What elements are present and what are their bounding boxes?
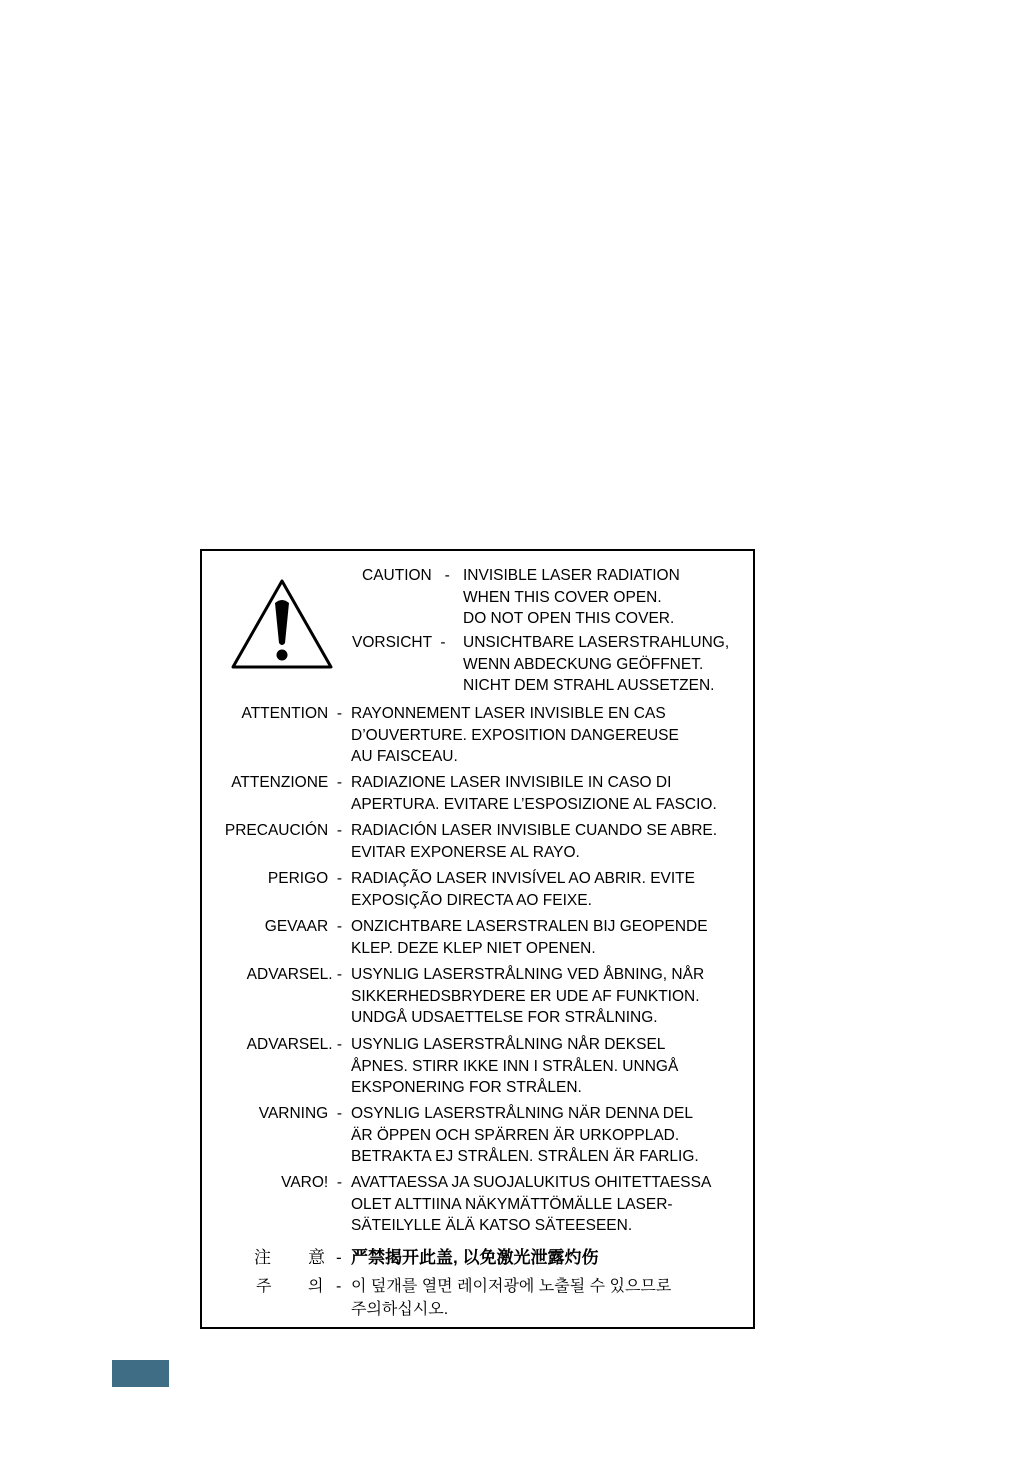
message-line: BETRAKTA EJ STRÅLEN. STRÅLEN ÄR FARLIG. bbox=[351, 1148, 699, 1165]
laser-warning-label bbox=[200, 549, 755, 1329]
warning-message bbox=[351, 1172, 711, 1237]
message-line: UNSICHTBARE LASERSTRAHLUNG, bbox=[463, 634, 730, 651]
warning-message bbox=[351, 820, 717, 863]
warning-term-char: 의 bbox=[308, 1278, 324, 1295]
warning-perigo bbox=[202, 868, 755, 912]
warning-attention bbox=[202, 703, 755, 769]
warning-dash: - bbox=[336, 1248, 342, 1267]
warning-vorsicht bbox=[202, 632, 755, 698]
message-line: AU FAISCEAU. bbox=[351, 748, 458, 765]
warning-advarsel-da bbox=[202, 964, 755, 1030]
warning-term: ADVARSEL. - bbox=[246, 966, 342, 983]
warning-term: VARO! - bbox=[281, 1174, 342, 1191]
message-line: AVATTAESSA JA SUOJALUKITUS OHITETTAESSA bbox=[351, 1174, 712, 1191]
message-line: UNDGÅ UDSAETTELSE FOR STRÅLNING. bbox=[351, 1009, 658, 1026]
warning-term-char: 意 bbox=[308, 1248, 325, 1267]
warning-message bbox=[351, 1276, 671, 1321]
warning-term-char: 주 bbox=[256, 1278, 272, 1295]
warning-message bbox=[351, 916, 708, 959]
warning-term: VARNING - bbox=[258, 1105, 342, 1122]
message-line: EXPOSIÇÃO DIRECTA AO FEIXE. bbox=[351, 891, 592, 909]
warning-term: CAUTION - bbox=[362, 567, 450, 584]
warning-varo bbox=[202, 1172, 755, 1238]
message-line: KLEP. DEZE KLEP NIET OPENEN. bbox=[351, 939, 596, 957]
message-line: INVISIBLE LASER RADIATION bbox=[463, 567, 680, 584]
message-line: OLET ALTTIINA NÄKYMÄTTÖMÄLLE LASER- bbox=[351, 1195, 673, 1213]
warning-term: GEVAAR - bbox=[264, 918, 342, 935]
warning-term: PERIGO - bbox=[267, 870, 342, 887]
warning-message bbox=[351, 1103, 699, 1168]
message-line: ÅPNES. STIRR IKKE INN I STRÅLEN. UNNGÅ bbox=[351, 1057, 679, 1075]
message-line: WHEN THIS COVER OPEN. bbox=[463, 588, 662, 606]
warning-advarsel-no bbox=[202, 1034, 755, 1100]
message-line: 이 덮개를 열면 레이저광에 노출될 수 있으므로 bbox=[351, 1278, 672, 1295]
warning-term: PRECAUCIÓN - bbox=[224, 822, 342, 839]
message-line: RADIACIÓN LASER INVISIBLE CUANDO SE ABRE. bbox=[351, 822, 718, 839]
warning-precaucion bbox=[202, 820, 755, 864]
message-line: USYNLIG LASERSTRÅLNING VED ÅBNING, NÅR bbox=[351, 966, 705, 983]
message-line: ÄR ÖPPEN OCH SPÄRREN ÄR URKOPPLAD. bbox=[351, 1126, 680, 1144]
warning-gevaar bbox=[202, 916, 755, 960]
message-line: RADIAÇÃO LASER INVISÍVEL AO ABRIR. EVITE bbox=[351, 870, 695, 887]
message-line: OSYNLIG LASERSTRÅLNING NÄR DENNA DEL bbox=[351, 1105, 693, 1122]
message-line: RADIAZIONE LASER INVISIBILE IN CASO DI bbox=[351, 774, 672, 791]
warning-term: ATTENZIONE - bbox=[231, 774, 342, 791]
warning-message bbox=[463, 565, 680, 630]
page-tab-marker bbox=[112, 1360, 169, 1387]
warning-attenzione bbox=[202, 772, 755, 816]
message-line: RAYONNEMENT LASER INVISIBLE EN CAS bbox=[351, 705, 666, 722]
warning-term-char: 注 bbox=[254, 1248, 271, 1267]
warning-message bbox=[351, 964, 704, 1029]
message-line: EKSPONERING FOR STRÅLEN. bbox=[351, 1079, 582, 1096]
message-line: D’OUVERTURE. EXPOSITION DANGEREUSE bbox=[351, 726, 679, 744]
message-line: USYNLIG LASERSTRÅLNING NÅR DEKSEL bbox=[351, 1036, 666, 1053]
message-line: SIKKERHEDSBRYDERE ER UDE AF FUNKTION. bbox=[351, 987, 700, 1005]
warning-message bbox=[351, 703, 679, 768]
message-line: DO NOT OPEN THIS COVER. bbox=[463, 610, 675, 627]
message-line: SÄTEILYLLE ÄLÄ KATSO SÄTEESEEN. bbox=[351, 1217, 633, 1234]
message-line: ONZICHTBARE LASERSTRALEN BIJ GEOPENDE bbox=[351, 918, 708, 935]
warning-message bbox=[351, 868, 695, 911]
warning-message bbox=[463, 632, 729, 697]
warning-chinese bbox=[202, 1246, 755, 1270]
warning-message bbox=[351, 772, 717, 815]
warning-message bbox=[351, 1246, 598, 1270]
message-line: 严禁揭开此盖, 以免激光泄露灼伤 bbox=[351, 1248, 599, 1267]
warning-dash: - bbox=[336, 1278, 342, 1295]
warning-message bbox=[351, 1034, 678, 1099]
warning-term: VORSICHT - bbox=[352, 634, 446, 651]
warning-varning bbox=[202, 1103, 755, 1169]
message-line: APERTURA. EVITARE L’ESPOSIZIONE AL FASCIO. bbox=[351, 795, 717, 813]
warning-term: ATTENTION - bbox=[241, 705, 342, 722]
warning-caution bbox=[202, 565, 755, 631]
message-line: 주의하십시오. bbox=[351, 1300, 449, 1318]
message-line: WENN ABDECKUNG GEÖFFNET. bbox=[463, 655, 704, 673]
warning-term: ADVARSEL. - bbox=[246, 1036, 342, 1053]
message-line: NICHT DEM STRAHL AUSSETZEN. bbox=[463, 677, 715, 694]
message-line: EVITAR EXPONERSE AL RAYO. bbox=[351, 843, 580, 861]
warning-korean bbox=[202, 1276, 755, 1322]
